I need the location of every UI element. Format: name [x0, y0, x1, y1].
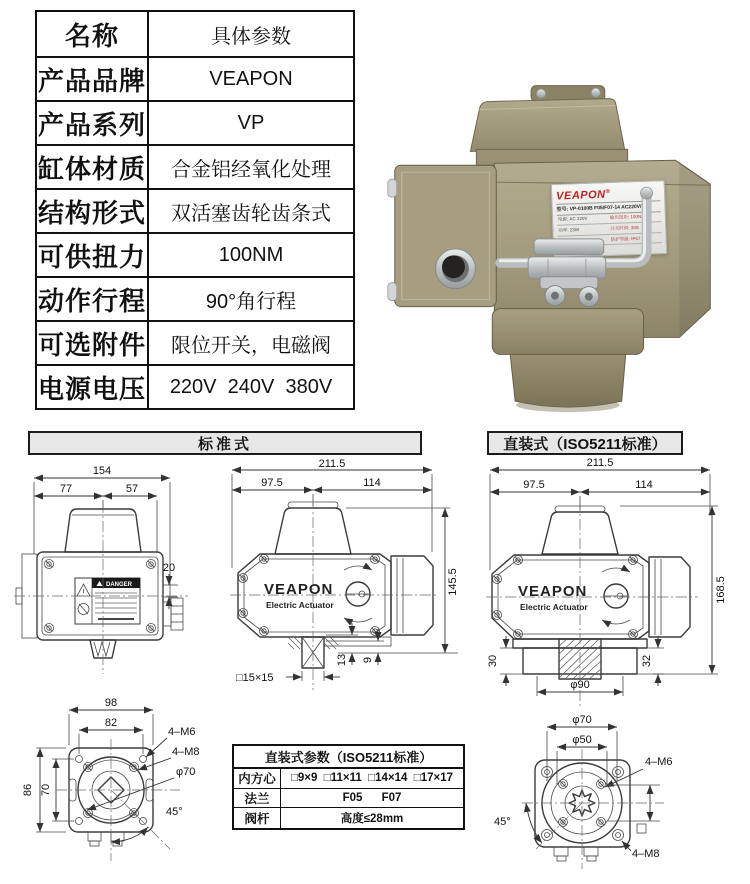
dimension-211-5 — [490, 457, 710, 570]
dimension-168-5 — [620, 506, 727, 674]
svg-text:77: 77 — [59, 483, 73, 495]
table-row — [234, 789, 463, 809]
danger-label — [75, 578, 140, 624]
svg-text:211.5: 211.5 — [586, 457, 614, 469]
spec-value: 90°角行程 — [205, 290, 297, 313]
product-spec-table — [35, 10, 355, 410]
section-title-standard: 标准式 — [28, 431, 422, 455]
svg-text:Electric Actuator: Electric Actuator — [520, 602, 588, 612]
spec-value: VP — [237, 111, 265, 134]
svg-text:168.5: 168.5 — [715, 576, 727, 604]
svg-text:114: 114 — [363, 477, 381, 489]
svg-text:57: 57 — [125, 483, 139, 495]
section-title-direct: 直装式（ISO5211标准） — [487, 431, 683, 455]
spec-label: 可选附件 — [37, 322, 149, 364]
table-row — [234, 808, 463, 828]
label-45deg — [111, 790, 183, 849]
table-row — [37, 364, 353, 408]
dimension-145-5 — [338, 508, 459, 653]
table-row — [37, 100, 353, 144]
spec-label: 名称 — [37, 12, 149, 56]
svg-text:211.5: 211.5 — [318, 458, 346, 470]
spec-value: 100NM — [218, 243, 284, 266]
svg-text:30: 30 — [487, 654, 499, 668]
svg-text:86: 86 — [22, 783, 34, 797]
spec-label: 可供扭力 — [37, 234, 149, 276]
nameplate-model: 型号: VP-0100B F05/F07-14 AC220V/Z — [556, 200, 660, 216]
iso-label: 阀杆 — [234, 808, 281, 828]
svg-text:114: 114 — [635, 479, 653, 491]
drawing-front-standard — [228, 458, 468, 702]
actuator-outline — [492, 506, 690, 679]
table-row — [37, 276, 353, 320]
spec-value: 具体参数 — [211, 25, 291, 48]
svg-text:32: 32 — [641, 654, 653, 668]
dimension-13 — [326, 623, 358, 666]
nameplate-cell: 输出扭矩: 100Nm — [609, 212, 661, 224]
svg-text:4–M8: 4–M8 — [632, 848, 660, 860]
dimension-30 — [487, 636, 523, 686]
nameplate-cell: 防护等级: IP67 — [610, 233, 662, 245]
table-row — [234, 769, 463, 789]
drawing-flange-standard — [18, 693, 234, 884]
spec-label: 电源电压 — [37, 366, 149, 408]
svg-text:98: 98 — [104, 697, 118, 709]
nameplate-cell: 功率: 23W — [557, 224, 609, 236]
dimension-32 — [637, 636, 664, 686]
nameplate-cell: 电源: AC 220V — [557, 214, 609, 226]
iso-table-title: 直装式参数（ISO5211标准） — [234, 746, 463, 769]
svg-text:4–M6: 4–M6 — [168, 726, 196, 738]
iso-value: F05 F07 — [342, 791, 402, 804]
spec-value: 合金铝经氧化处理 — [171, 158, 331, 181]
svg-text:154: 154 — [92, 465, 112, 477]
svg-text:145.5: 145.5 — [447, 568, 459, 596]
spec-value: 双活塞齿轮齿条式 — [171, 202, 331, 225]
svg-text:97.5: 97.5 — [523, 479, 545, 491]
svg-text:Electric Actuator: Electric Actuator — [266, 600, 334, 610]
spec-label: 产品系列 — [37, 102, 149, 144]
table-row — [37, 232, 353, 276]
svg-text:φ90: φ90 — [570, 679, 590, 691]
brand-logo: VEAPON® — [555, 188, 611, 203]
label-45deg — [494, 803, 582, 849]
dimension-square-15 — [236, 671, 340, 684]
iso-label: 法兰 — [234, 789, 281, 808]
spec-value: VEAPON — [209, 67, 293, 90]
svg-text:9: 9 — [362, 656, 374, 664]
table-row — [37, 12, 353, 56]
svg-text:VEAPON: VEAPON — [264, 581, 334, 598]
product-photo — [358, 12, 750, 428]
spec-label: 结构形式 — [37, 190, 149, 232]
svg-text:VEAPON: VEAPON — [518, 583, 588, 600]
iso-label: 内方心 — [234, 769, 281, 788]
drawing-flange-direct — [488, 697, 750, 884]
dimension-97-5-114 — [490, 479, 710, 510]
iso5211-parameter-table — [232, 744, 465, 830]
table-row — [37, 56, 353, 100]
dimension-211-5 — [232, 458, 432, 568]
iso-value: 高度≤28mm — [340, 813, 404, 826]
svg-text:13: 13 — [336, 653, 348, 667]
square-symbol — [637, 824, 646, 833]
svg-text:4–M8: 4–M8 — [172, 746, 200, 758]
drawing-side-view — [8, 462, 230, 690]
drawing-front-direct — [468, 456, 750, 714]
svg-text:DANGER: DANGER — [105, 582, 133, 588]
nameplate-cell: 开关时间: 30S — [609, 222, 661, 234]
svg-text:82: 82 — [104, 717, 118, 729]
iso-value: □9×9 □11×11 □14×14 □17×17 — [290, 772, 454, 785]
flange-outline — [535, 760, 630, 861]
spec-label: 动作行程 — [37, 278, 149, 320]
spec-value: 限位开关，电磁阀 — [171, 334, 331, 357]
svg-text:φ70: φ70 — [572, 714, 592, 726]
svg-text:4–M6: 4–M6 — [645, 756, 673, 768]
table-row — [37, 320, 353, 364]
svg-text:45°: 45° — [166, 806, 183, 818]
actuator-photo-handle — [358, 12, 750, 428]
svg-text:20: 20 — [162, 562, 176, 574]
actuator-outline — [238, 502, 433, 668]
handle-clamp — [534, 239, 604, 255]
svg-text:φ70: φ70 — [176, 766, 196, 778]
spec-label: 产品品牌 — [37, 58, 149, 100]
svg-text:70: 70 — [40, 783, 52, 797]
dimension-square-drive — [608, 785, 660, 833]
table-row — [37, 188, 353, 232]
svg-text:φ50: φ50 — [572, 734, 592, 746]
svg-text:45°: 45° — [494, 816, 511, 828]
svg-text:□15×15: □15×15 — [236, 672, 274, 684]
dimension-77-57 — [34, 483, 157, 552]
spec-value: 220V 240V 380V — [169, 375, 333, 398]
spec-label: 缸体材质 — [37, 146, 149, 188]
svg-text:97.5: 97.5 — [261, 477, 283, 489]
dimension-9 — [326, 629, 384, 665]
table-row — [37, 144, 353, 188]
